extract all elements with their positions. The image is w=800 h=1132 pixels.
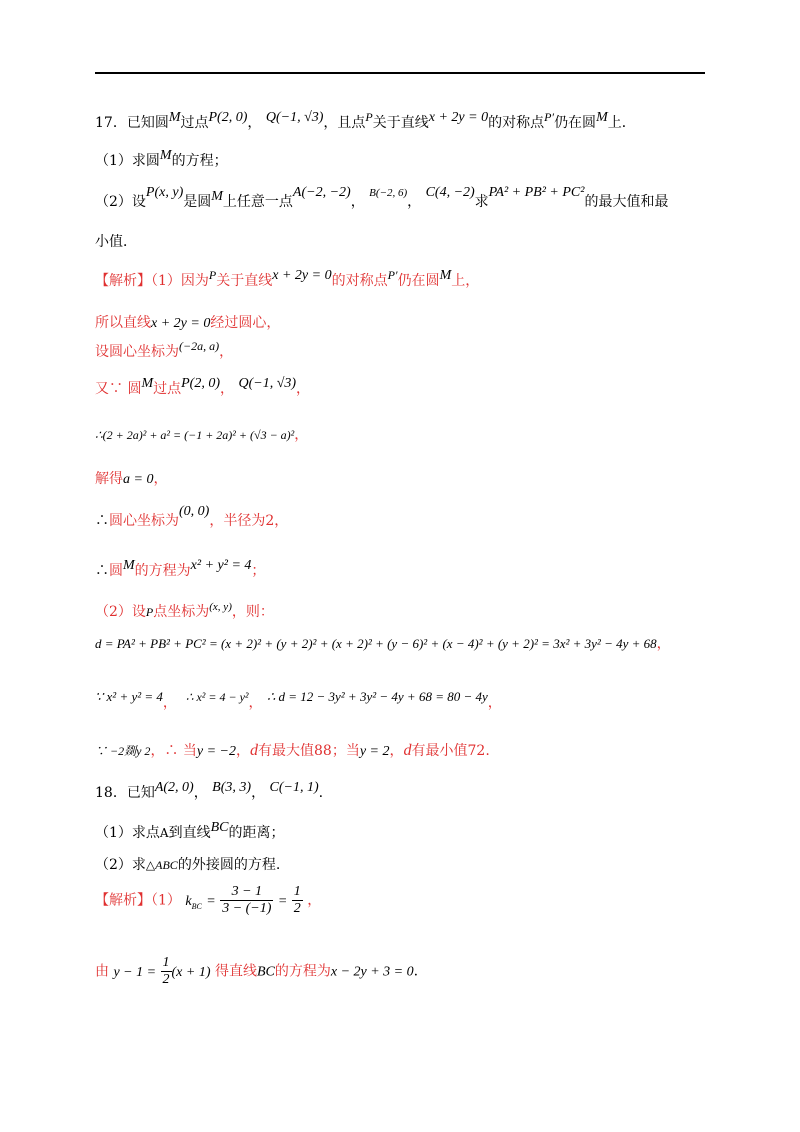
text: （1）因为 <box>151 273 209 289</box>
math: PA² + PB² + PC² <box>488 185 585 200</box>
math: P <box>365 110 373 124</box>
math: y = −2 <box>196 744 236 759</box>
text: 圆心坐标为 <box>109 513 179 529</box>
denominator: 2 <box>162 972 170 987</box>
math: M <box>439 268 452 283</box>
text: ， <box>294 427 309 443</box>
math: x + 2y = 0 <box>272 268 332 283</box>
math: BC <box>210 820 229 835</box>
text: 的方程为 <box>134 563 191 579</box>
math: A(2, 0) <box>154 780 194 795</box>
text: 到直线 <box>168 825 211 841</box>
text: （2）设 <box>95 194 146 210</box>
text: ， <box>487 695 502 711</box>
text: 仍在圆 <box>397 273 440 289</box>
fraction <box>292 884 303 917</box>
text: 的对称点 <box>488 115 545 131</box>
text: 圆 <box>109 563 123 579</box>
text: 的距离； <box>228 825 285 841</box>
text: 上． <box>607 115 636 131</box>
math: a = 0 <box>123 472 154 487</box>
math: ∴ d = 12 − 3y² + 3y² − 4y + 68 = 80 − 4y <box>266 689 488 704</box>
q17-sol-line4 <box>95 378 310 398</box>
math: △ABC <box>145 858 178 872</box>
numerator: 1 <box>162 955 170 970</box>
fraction <box>161 955 172 988</box>
q17-sol-line5 <box>95 424 308 444</box>
q17-part1 <box>95 150 228 170</box>
math: M <box>141 376 154 391</box>
text: ， <box>251 785 266 801</box>
text: ， <box>407 194 422 210</box>
text: （1）求点 <box>95 825 160 841</box>
math: y = 2 <box>359 744 390 759</box>
therefore-symbol: ∴ <box>95 563 109 579</box>
text: （2）设 <box>95 604 146 620</box>
text: ， <box>307 892 322 909</box>
q17-sol-line9 <box>95 601 274 621</box>
text: 的对称点 <box>331 273 388 289</box>
text: . <box>413 963 419 980</box>
math: P <box>208 268 217 282</box>
analysis-tag: 【解析】 <box>95 892 151 909</box>
text: 有最大值88；当 <box>258 743 360 759</box>
text: ， <box>389 743 404 759</box>
math: P(2, 0) <box>181 376 221 391</box>
text: 上任意一点 <box>222 194 293 210</box>
math: A(−2, −2) <box>292 185 351 200</box>
math: P(x, y) <box>145 185 184 200</box>
text: ， <box>162 695 177 711</box>
math: (−2a, a) <box>179 339 220 353</box>
text: ， <box>247 115 262 131</box>
fraction <box>220 884 273 917</box>
math: (x, y) <box>209 601 232 613</box>
text: ； <box>251 563 266 579</box>
q17-sol-line1 <box>95 270 479 290</box>
text: 得直线 <box>214 963 257 980</box>
math: ∵ x² + y² = 4 <box>95 689 163 704</box>
text: ，∴ 当 <box>150 743 197 759</box>
denominator: 2 <box>293 901 301 916</box>
math: M <box>596 110 608 125</box>
math: y − 1 = <box>113 964 157 980</box>
q17-part2-cont <box>95 231 137 251</box>
math: (0, 0) <box>179 504 210 519</box>
math: ∵ −2剟y 2 <box>95 744 151 758</box>
text: 求 <box>474 194 489 210</box>
text: 点坐标为 <box>153 604 210 620</box>
math: k <box>185 893 192 909</box>
q17-sol-line8 <box>95 560 265 580</box>
math: x + 2y = 0 <box>151 316 211 331</box>
denominator: 3 − (−1) <box>222 901 272 916</box>
q17-sol-line2 <box>95 312 280 332</box>
text: 由 <box>95 963 109 980</box>
math: M <box>123 558 135 573</box>
text: 关于直线 <box>372 115 429 131</box>
text: 的方程为 <box>274 963 331 980</box>
math: ∴ x² = 4 − y² <box>185 690 249 704</box>
math: M <box>211 189 223 204</box>
text: 关于直线 <box>216 273 273 289</box>
math: BC <box>256 964 275 980</box>
text: ， <box>153 471 168 487</box>
math: A <box>159 826 169 840</box>
numerator: 1 <box>293 884 301 899</box>
text: 过点 <box>180 115 209 131</box>
slope-expression <box>185 884 307 916</box>
math: x² + y² = 4 <box>190 558 252 573</box>
q17-statement <box>95 112 636 132</box>
q17-sol-line10 <box>95 633 671 653</box>
text: ， <box>236 743 250 759</box>
q17-sol-line6 <box>95 468 167 488</box>
numerator: 3 − 1 <box>220 884 273 901</box>
math: C(4, −2) <box>425 185 475 200</box>
therefore-symbol: ∴ <box>95 513 109 529</box>
text: 17．已知圆 <box>95 115 169 131</box>
math: P(2, 0) <box>208 110 248 125</box>
text: ， <box>220 381 235 397</box>
q17-sol-line7 <box>95 504 289 530</box>
text: 设圆心坐标为 <box>95 344 179 360</box>
math: x + 2y = 0 <box>428 110 489 125</box>
text: 又∵ 圆 <box>95 381 142 397</box>
text: 经过圆心， <box>210 315 281 331</box>
text: ，则： <box>231 604 274 620</box>
text: 的外接圆的方程. <box>177 857 281 873</box>
text: （1） <box>151 892 181 909</box>
text: 仍在圆 <box>554 115 597 131</box>
header-rule <box>95 72 705 74</box>
math: (x + 1) <box>171 964 211 980</box>
math: Q(−1, √3) <box>265 110 324 125</box>
text: 过点 <box>153 381 182 397</box>
q18-statement <box>95 782 323 802</box>
text: ，且点 <box>323 115 366 131</box>
text: 18．已知 <box>95 785 155 801</box>
text: ， <box>193 785 208 801</box>
q18-sol-line2 <box>95 955 418 988</box>
text: 的方程； <box>171 153 228 169</box>
text: ， <box>248 695 263 711</box>
q18-part2 <box>95 854 280 874</box>
text: ，半径为2， <box>209 513 289 529</box>
math: P′ <box>544 110 555 124</box>
q17-part2 <box>95 185 669 211</box>
math-subscript: BC <box>191 901 202 911</box>
math: d = PA² + PB² + PC² = (x + 2)² + (y + 2)² + (x + 2)² + (y − 6)² + (x − 4)² + (y + 2)² = 3x² + 3y² − 4y + 68 <box>95 636 657 651</box>
text: ， <box>296 381 311 397</box>
text: 上， <box>451 273 480 289</box>
math: ∴(2 + 2a)² + a² = (−1 + 2a)² + (√3 − a)² <box>95 428 295 442</box>
q17-sol-line11 <box>95 689 502 712</box>
text: （2）求 <box>95 857 146 873</box>
text: （1）求圆 <box>95 153 160 169</box>
text: 小值． <box>95 234 137 250</box>
text: 所以直线 <box>95 315 151 331</box>
text: 是圆 <box>183 194 212 210</box>
text: ， <box>219 344 234 360</box>
text: 解得 <box>95 471 123 487</box>
text: 有最小值72. <box>411 743 490 759</box>
math: B(3, 3) <box>212 780 252 795</box>
math: Q(−1, √3) <box>238 376 297 391</box>
math: B(−2, 6) <box>369 187 408 199</box>
text: ， <box>656 636 671 652</box>
math: C(−1, 1) <box>269 780 319 795</box>
math: d <box>403 742 412 759</box>
math: P <box>145 605 154 619</box>
q17-sol-line3 <box>95 341 233 361</box>
math: M <box>159 148 172 163</box>
text: . <box>318 785 324 801</box>
q17-sol-line12 <box>95 740 490 760</box>
math: d <box>250 742 258 759</box>
math: M <box>168 110 181 125</box>
line-equation <box>113 955 215 987</box>
math: = <box>277 893 288 909</box>
math: P′ <box>387 268 398 282</box>
q18-sol-line1 <box>95 884 321 917</box>
text: ， <box>350 194 365 210</box>
math: x − 2y + 3 = 0 <box>330 964 414 980</box>
text: 的最大值和最 <box>584 194 669 210</box>
analysis-tag: 【解析】 <box>95 273 151 289</box>
math: = <box>206 893 216 909</box>
q18-part1 <box>95 822 284 842</box>
